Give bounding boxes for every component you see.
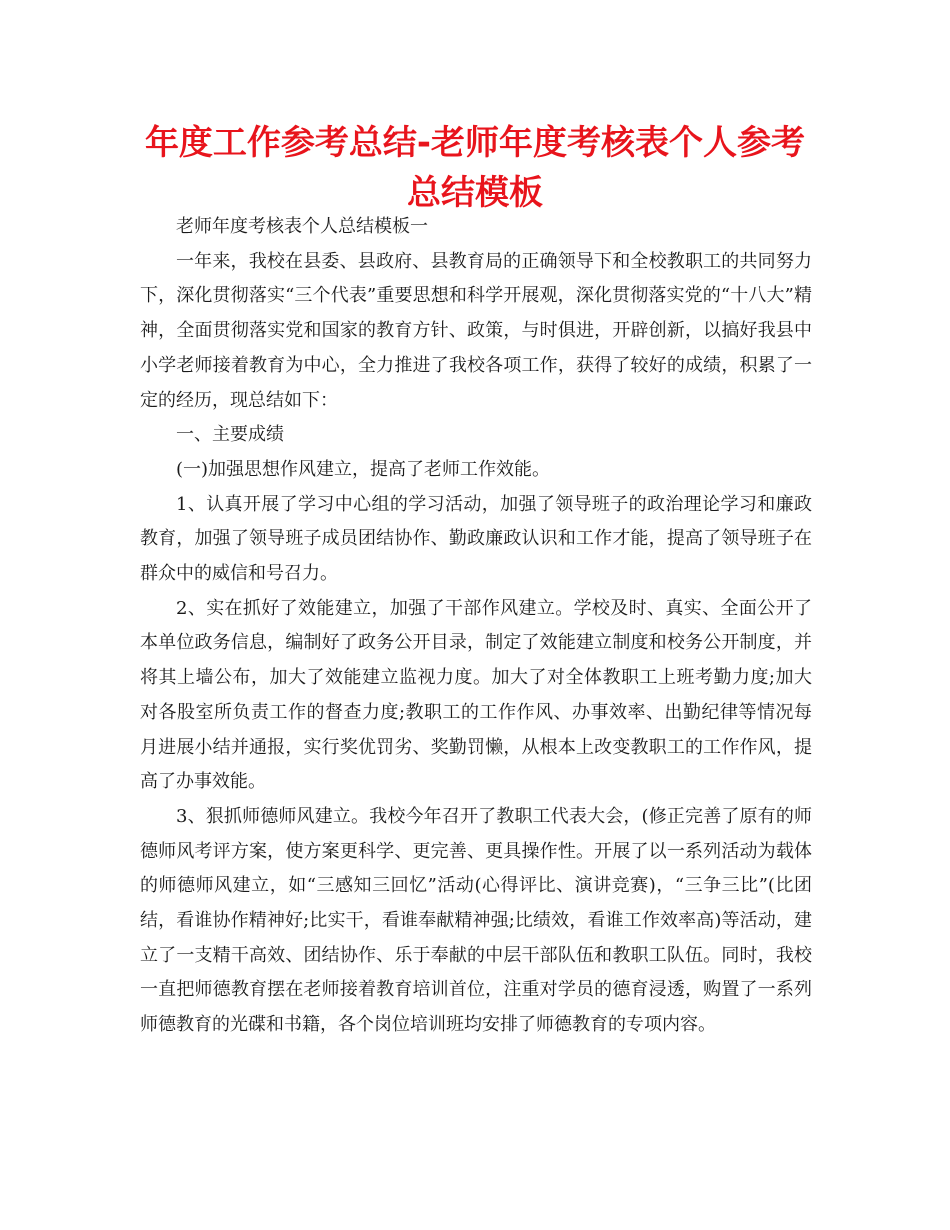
document-title: 年度工作参考总结-老师年度考核表个人参考总结模板 <box>144 123 806 213</box>
document-body <box>140 210 812 1043</box>
body-paragraph: 2、实在抓好了效能建立，加强了干部作风建立。学校及时、真实、全面公开了本单位政务信息，编制好了政务公开目录，制定了效能建立制度和校务公开制度，并将其上墙公布，加大了效能建立监视力度。加大了对全体教职工上班考勤力度;加大对各股室所负责工作的督查力度;教职工的工作作风、办事效率、出勤纪律等情况每月进展小结并通报，实行奖优罚劣、奖勤罚懒，从根本上改变教职工的工作作风，提高了办事效能。 <box>140 597 812 793</box>
intro-paragraph: 一年来，我校在县委、县政府、县教育局的正确领导下和全校教职工的共同努力下，深化贯彻落实“三个代表”重要思想和科学开展观，深化贯彻落实党的“十八大”精神，全面贯彻落实党和国家的教育方针、政策，与时俱进，开辟创新，以搞好我县中小学老师接着教育为中心，全力推进了我校各项工作，获得了较好的成绩，积累了一定的经历，现总结如下： <box>140 250 812 411</box>
section-heading: 一、主要成绩 <box>176 424 284 446</box>
subtitle-paragraph: 老师年度考核表个人总结模板一 <box>176 216 428 237</box>
subsection-heading: (一)加强思想作风建立，提高了老师工作效能。 <box>176 458 551 480</box>
body-paragraph: 3、狠抓师德师风建立。我校今年召开了教职工代表大会，(修正完善了原有的师德师风考评方案，使方案更科学、更完善、更具操作性。开展了以一系列活动为载体的师德师风建立，如“三感知三回忆”活动(心得评比、演讲竞赛)，“三争三比”(比团结，看谁协作精神好;比实干，看谁奉献精神强;比绩效，看谁工作效率高)等活动，建立了一支精干高效、团结协作、乐于奉献的中层干部队伍和教职工队伍。同时，我校一直把师德教育摆在老师接着教育培训首位，注重对学员的德育浸透，购置了一系列师德教育的光碟和书籍，各个岗位培训班均安排了师德教育的专项内容。 <box>140 805 812 1036</box>
body-paragraph: 1、认真开展了学习中心组的学习活动，加强了领导班子的政治理论学习和廉政教育，加强了领导班子成员团结协作、勤政廉政认识和工作才能，提高了领导班子在群众中的威信和号召力。 <box>140 493 812 585</box>
